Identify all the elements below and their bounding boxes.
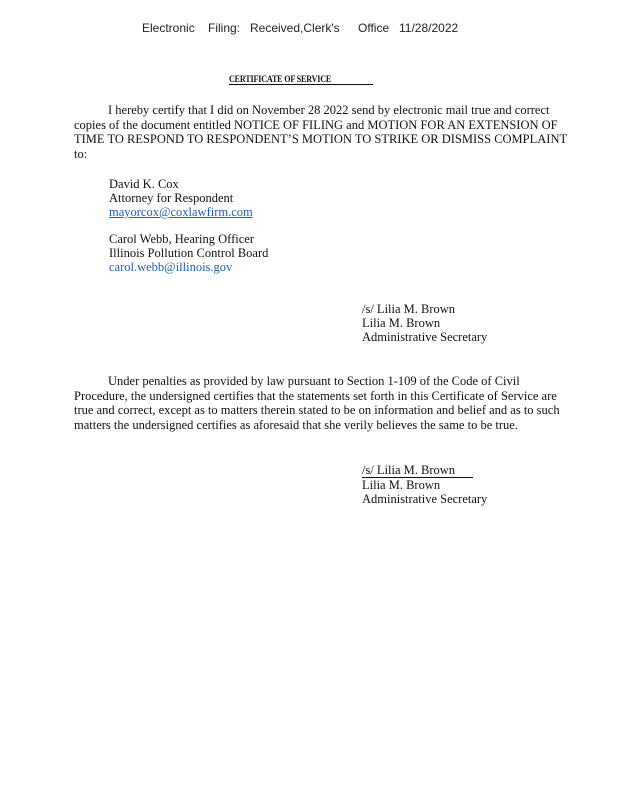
signer-name: Lilia M. Brown — [362, 316, 441, 330]
filing-stamp-office: Office — [358, 21, 390, 35]
filing-stamp-electronic: Electronic — [142, 21, 195, 35]
recipient-block — [109, 232, 268, 274]
signature-block — [362, 302, 487, 344]
electronic-signature: /s/ Lilia M. Brown — [362, 463, 487, 478]
recipient-email-link[interactable]: carol.webb@illinois.gov — [109, 260, 233, 274]
signer-title: Administrative Secretary — [362, 330, 488, 344]
filing-stamp-filing: Filing: — [208, 21, 241, 35]
signer-name: Lilia M. Brown — [362, 478, 441, 492]
certify-line-4: to: — [74, 146, 88, 161]
recipient-block — [109, 177, 253, 219]
recipient-name: David K. Cox — [109, 177, 179, 191]
recipient-email-link[interactable]: mayorcox@coxlawfirm.com — [109, 205, 253, 219]
certify-line-2: copies of the document entitled NOTICE OF FILING and MOTION FOR AN EXTENSION OF — [74, 117, 558, 132]
penalties-line-4: matters the undersigned certifies as aforesaid that she verily believes the same to be true. — [74, 417, 518, 432]
certify-paragraph — [74, 103, 602, 161]
signer-title: Administrative Secretary — [362, 492, 488, 506]
recipient-name: Carol Webb, Hearing Officer — [109, 232, 255, 246]
signature-block — [362, 463, 487, 506]
electronic-signature: /s/ Lilia M. Brown — [362, 302, 456, 316]
filing-stamp-date: 11/28/2022 — [399, 21, 459, 35]
certificate-title: CERTIFICATE OF SERVICE — [229, 74, 373, 85]
recipient-role: Attorney for Respondent — [109, 191, 234, 205]
penalties-line-3: true and correct, except as to matters therein stated to be on information and belief and as to such — [74, 403, 560, 417]
certify-line-1: I hereby certify that I did on November 28 2022 send by electronic mail true and correct — [108, 103, 550, 117]
filing-stamp-received: Received,Clerk's — [250, 21, 340, 35]
penalties-line-2: Procedure, the undersigned certifies that the statements set forth in this Certificate of Service are — [74, 388, 557, 403]
penalties-line-1: Under penalties as provided by law pursuant to Section 1-109 of the Code of Civil — [108, 374, 520, 388]
recipient-role: Illinois Pollution Control Board — [109, 246, 269, 260]
certify-line-3: TIME TO RESPOND TO RESPONDENT’S MOTION TO STRIKE OR DISMISS COMPLAINT — [74, 132, 568, 146]
penalties-paragraph — [74, 374, 602, 432]
